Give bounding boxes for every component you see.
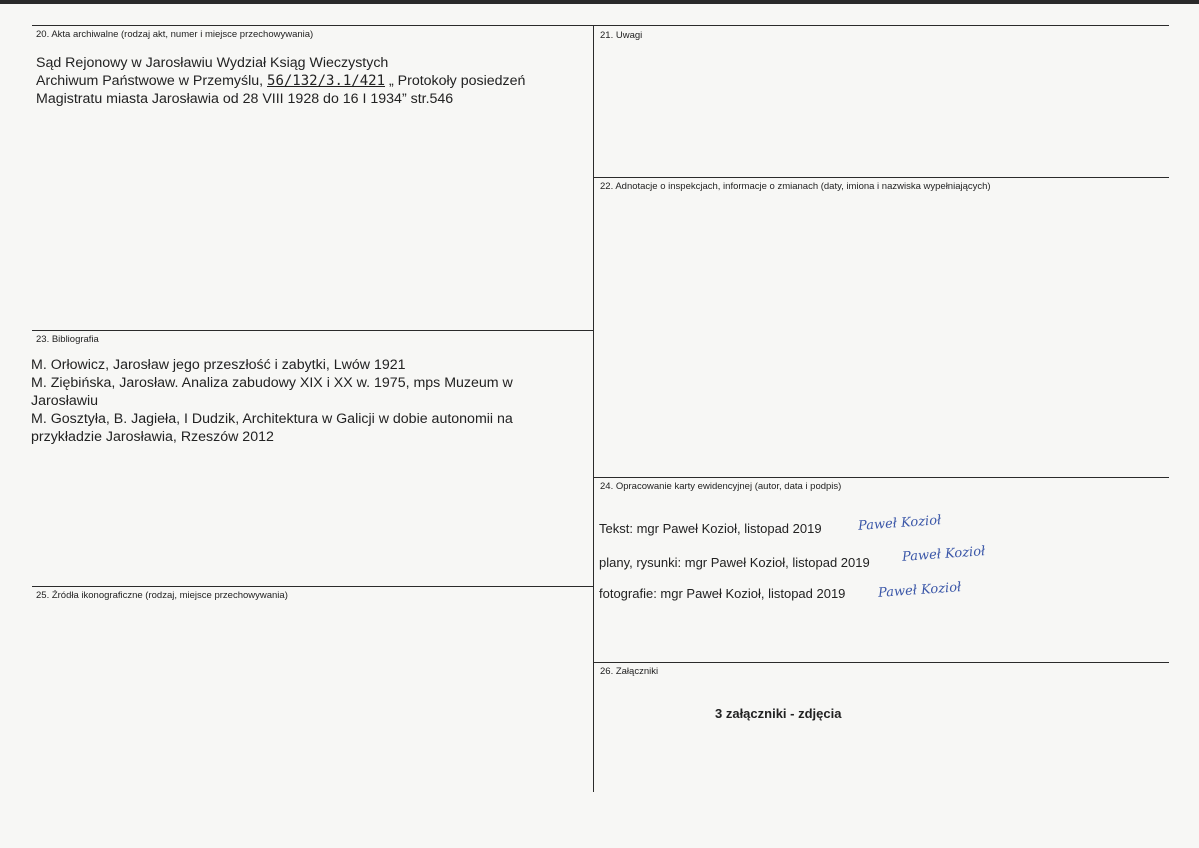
archive-line-1: Sąd Rejonowy w Jarosławiu Wydział Ksiąg Wieczystych xyxy=(36,55,389,71)
divider-top-left xyxy=(32,25,593,26)
iconography-label: 25. Źródła ikonograficzne (rodzaj, miejsce przechowywania) xyxy=(36,590,288,601)
bibliography-entry: M. Gosztyła, B. Jagieła, I Dudzik, Architektura w Galicji w dobie autonomii na xyxy=(31,411,513,427)
bibliography-entry: M. Ziębińska, Jarosław. Analiza zabudowy XIX i XX w. 1975, mps Muzeum w xyxy=(31,375,513,391)
signature: Paweł Kozioł xyxy=(857,513,942,534)
archive-line-2 xyxy=(36,72,525,90)
divider-24 xyxy=(593,477,1169,478)
bibliography-entry: M. Orłowicz, Jarosław jego przeszłość i zabytki, Lwów 1921 xyxy=(31,357,406,373)
archive-reference-number: 56/132/3.1/421 xyxy=(267,73,386,89)
divider-23 xyxy=(32,330,593,331)
archive-text xyxy=(36,54,525,108)
remarks-label: 21. Uwagi xyxy=(600,30,643,41)
archive-label: 20. Akta archiwalne (rodzaj akt, numer i miejsce przechowywania) xyxy=(36,29,314,40)
archive-line-2-post: „ Protokoły posiedzeń xyxy=(385,73,526,89)
signature: Paweł Kozioł xyxy=(901,544,986,565)
bibliography-label: 23. Bibliografia xyxy=(36,334,99,345)
plans-author-line: plany, rysunki: mgr Paweł Kozioł, listopad 2019 xyxy=(599,555,870,570)
signature: Paweł Kozioł xyxy=(877,580,962,601)
photos-author-line: fotografie: mgr Paweł Kozioł, listopad 2019 xyxy=(599,586,846,601)
bibliography-entry: Jarosławiu xyxy=(31,393,99,409)
preparation-label: 24. Opracowanie karty ewidencyjnej (autor, data i podpis) xyxy=(600,481,842,492)
divider-25 xyxy=(32,586,593,587)
text-author-line: Tekst: mgr Paweł Kozioł, listopad 2019 xyxy=(599,521,822,536)
archive-line-2-pre: Archiwum Państwowe w Przemyślu, xyxy=(36,73,268,89)
bibliography-list xyxy=(31,356,513,446)
divider-center xyxy=(593,25,594,792)
attachments-value: 3 załączniki - zdjęcia xyxy=(715,706,842,721)
divider-26 xyxy=(593,662,1169,663)
attachments-label: 26. Załączniki xyxy=(600,666,659,677)
bibliography-entry: przykładzie Jarosławia, Rzeszów 2012 xyxy=(31,429,274,445)
divider-22 xyxy=(593,177,1169,178)
scan-top-edge xyxy=(0,0,1199,4)
annotations-label: 22. Adnotacje o inspekcjach, informacje o zmianach (daty, imiona i nazwiska wypełniających) xyxy=(600,181,991,192)
archive-line-3: Magistratu miasta Jarosławia od 28 VIII 1928 do 16 I 1934” str.546 xyxy=(36,91,454,107)
divider-top-right xyxy=(593,25,1169,26)
